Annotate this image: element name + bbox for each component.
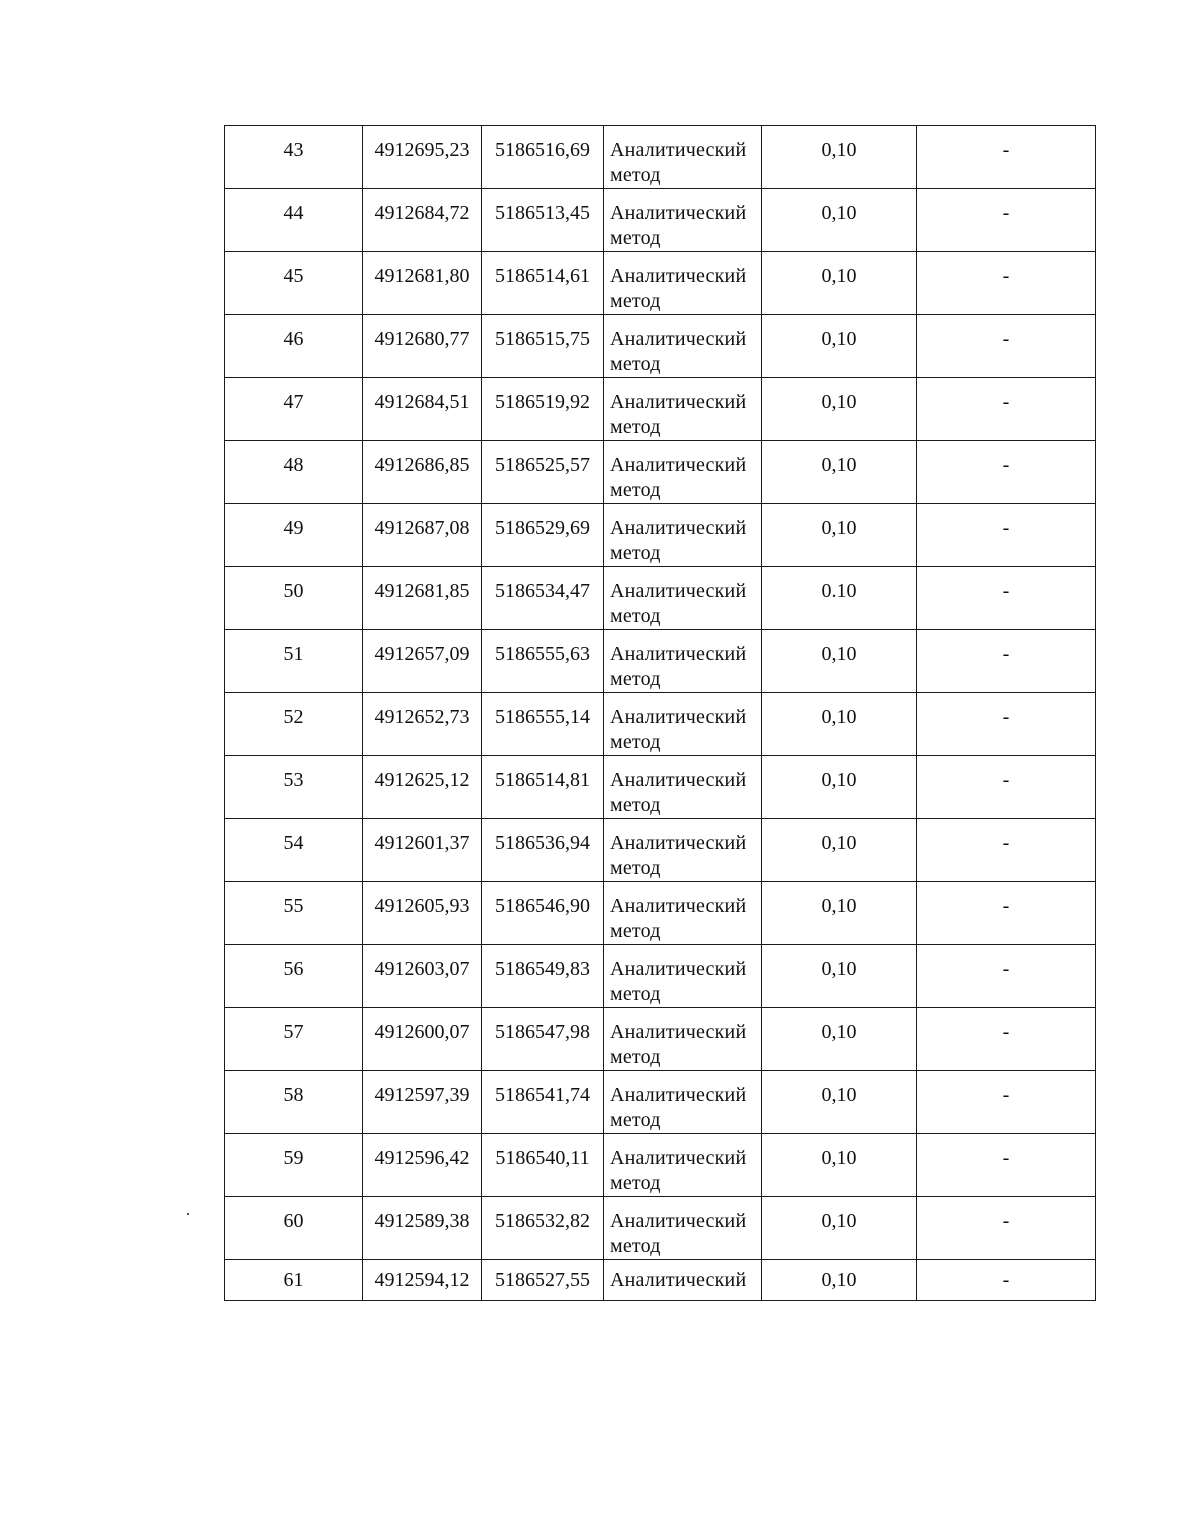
table-row xyxy=(225,630,1096,693)
note-cell xyxy=(917,630,1096,693)
y-coordinate-cell xyxy=(482,756,604,819)
y-coordinate-cell xyxy=(482,567,604,630)
note-text: - xyxy=(1002,1021,1010,1043)
point-number-text: 49 xyxy=(283,517,304,539)
method-text-line: метод xyxy=(610,1046,661,1068)
point-number-cell xyxy=(225,630,363,693)
x-coordinate-cell xyxy=(363,1197,482,1260)
accuracy-text: 0,10 xyxy=(821,769,857,791)
accuracy-cell xyxy=(762,882,917,945)
x-coordinate-cell xyxy=(363,126,482,189)
table-row xyxy=(225,378,1096,441)
point-number-cell xyxy=(225,1197,363,1260)
method-cell xyxy=(604,1071,762,1134)
method-text-line: метод xyxy=(610,1235,661,1257)
method-text-line: Аналитический xyxy=(610,895,747,917)
point-number-text: 47 xyxy=(283,391,304,413)
accuracy-text: 0,10 xyxy=(821,643,857,665)
y-coordinate-text: 5186514,81 xyxy=(495,769,590,791)
y-coordinate-text: 5186536,94 xyxy=(495,832,590,854)
point-number-text: 45 xyxy=(283,265,304,287)
note-text: - xyxy=(1002,265,1010,287)
table-row xyxy=(225,1071,1096,1134)
x-coordinate-text: 4912695,23 xyxy=(374,139,470,161)
note-cell xyxy=(917,378,1096,441)
accuracy-cell xyxy=(762,945,917,1008)
x-coordinate-cell xyxy=(363,819,482,882)
method-cell xyxy=(604,945,762,1008)
method-text-line: метод xyxy=(610,479,661,501)
point-number-cell xyxy=(225,1134,363,1197)
note-cell xyxy=(917,1134,1096,1197)
table-row xyxy=(225,693,1096,756)
method-cell xyxy=(604,315,762,378)
point-number-cell xyxy=(225,756,363,819)
table-row xyxy=(225,1008,1096,1071)
accuracy-cell xyxy=(762,1197,917,1260)
x-coordinate-text: 4912687,08 xyxy=(374,517,470,539)
y-coordinate-cell xyxy=(482,1008,604,1071)
y-coordinate-text: 5186514,61 xyxy=(495,265,590,287)
accuracy-cell xyxy=(762,567,917,630)
table-row xyxy=(225,126,1096,189)
point-number-text: 58 xyxy=(283,1084,304,1106)
method-cell xyxy=(604,693,762,756)
x-coordinate-cell xyxy=(363,882,482,945)
note-text: - xyxy=(1002,202,1010,224)
method-text-line: метод xyxy=(610,1109,661,1131)
method-text-line: Аналитический xyxy=(610,391,747,413)
table-row xyxy=(225,1134,1096,1197)
y-coordinate-cell xyxy=(482,819,604,882)
point-number-text: 52 xyxy=(283,706,304,728)
note-text: - xyxy=(1002,895,1010,917)
accuracy-cell xyxy=(762,819,917,882)
method-text-line: Аналитический xyxy=(610,265,747,287)
method-text-line: Аналитический xyxy=(610,832,747,854)
table-row xyxy=(225,1260,1096,1301)
method-cell xyxy=(604,252,762,315)
accuracy-cell xyxy=(762,1071,917,1134)
x-coordinate-cell xyxy=(363,1260,482,1301)
accuracy-text: 0,10 xyxy=(821,1210,857,1232)
y-coordinate-text: 5186529,69 xyxy=(495,517,590,539)
x-coordinate-cell xyxy=(363,756,482,819)
y-coordinate-text: 5186527,55 xyxy=(495,1269,590,1291)
point-number-cell xyxy=(225,1008,363,1071)
method-text-line: метод xyxy=(610,605,661,627)
note-text: - xyxy=(1002,706,1010,728)
note-cell xyxy=(917,504,1096,567)
accuracy-text: 0,10 xyxy=(821,328,857,350)
note-cell xyxy=(917,567,1096,630)
accuracy-cell xyxy=(762,756,917,819)
table-body xyxy=(225,126,1096,1301)
y-coordinate-text: 5186513,45 xyxy=(495,202,590,224)
method-text-line: Аналитический xyxy=(610,1084,747,1106)
y-coordinate-text: 5186555,14 xyxy=(495,706,590,728)
accuracy-text: 0,10 xyxy=(821,454,857,476)
accuracy-cell xyxy=(762,126,917,189)
method-cell xyxy=(604,126,762,189)
accuracy-text: 0,10 xyxy=(821,391,857,413)
note-text: - xyxy=(1002,1147,1010,1169)
point-number-cell xyxy=(225,378,363,441)
point-number-text: 48 xyxy=(283,454,304,476)
method-text-line: метод xyxy=(610,920,661,942)
y-coordinate-cell xyxy=(482,504,604,567)
table-row xyxy=(225,1197,1096,1260)
point-number-cell xyxy=(225,504,363,567)
method-text-line: Аналитический xyxy=(610,580,747,602)
point-number-text: 50 xyxy=(283,580,304,602)
x-coordinate-text: 4912600,07 xyxy=(374,1021,470,1043)
y-coordinate-text: 5186547,98 xyxy=(495,1021,590,1043)
method-text-line: Аналитический xyxy=(610,454,747,476)
accuracy-text: 0,10 xyxy=(821,1021,857,1043)
method-text-line: метод xyxy=(610,227,661,249)
point-number-text: 46 xyxy=(283,328,304,350)
accuracy-text: 0,10 xyxy=(821,895,857,917)
y-coordinate-cell xyxy=(482,315,604,378)
note-cell xyxy=(917,1260,1096,1301)
x-coordinate-cell xyxy=(363,945,482,1008)
y-coordinate-text: 5186516,69 xyxy=(495,139,590,161)
x-coordinate-text: 4912681,80 xyxy=(374,265,470,287)
note-cell xyxy=(917,819,1096,882)
note-text: - xyxy=(1002,1084,1010,1106)
x-coordinate-cell xyxy=(363,1134,482,1197)
point-number-cell xyxy=(225,945,363,1008)
table-row xyxy=(225,504,1096,567)
x-coordinate-text: 4912601,37 xyxy=(374,832,470,854)
accuracy-cell xyxy=(762,252,917,315)
method-text-line: Аналитический xyxy=(610,706,747,728)
accuracy-text: 0,10 xyxy=(821,1147,857,1169)
table-row xyxy=(225,252,1096,315)
x-coordinate-text: 4912686,85 xyxy=(374,454,470,476)
accuracy-text: 0,10 xyxy=(821,958,857,980)
table-row xyxy=(225,189,1096,252)
method-cell xyxy=(604,1008,762,1071)
note-cell xyxy=(917,126,1096,189)
method-text-line: Аналитический xyxy=(610,517,747,539)
note-text: - xyxy=(1002,769,1010,791)
accuracy-text: 0,10 xyxy=(821,265,857,287)
note-cell xyxy=(917,693,1096,756)
method-cell xyxy=(604,1260,762,1301)
method-text-line: Аналитический xyxy=(610,328,747,350)
y-coordinate-text: 5186549,83 xyxy=(495,958,590,980)
y-coordinate-cell xyxy=(482,693,604,756)
x-coordinate-cell xyxy=(363,630,482,693)
x-coordinate-text: 4912596,42 xyxy=(374,1147,470,1169)
note-text: - xyxy=(1002,328,1010,350)
scan-speck xyxy=(187,1213,189,1215)
point-number-text: 59 xyxy=(283,1147,304,1169)
y-coordinate-text: 5186546,90 xyxy=(495,895,590,917)
x-coordinate-text: 4912603,07 xyxy=(374,958,470,980)
note-cell xyxy=(917,252,1096,315)
y-coordinate-cell xyxy=(482,630,604,693)
y-coordinate-cell xyxy=(482,252,604,315)
method-text-line: метод xyxy=(610,857,661,879)
note-cell xyxy=(917,441,1096,504)
point-number-text: 60 xyxy=(283,1210,304,1232)
note-text: - xyxy=(1002,391,1010,413)
accuracy-cell xyxy=(762,315,917,378)
method-text-line: Аналитический xyxy=(610,202,747,224)
method-text-line: метод xyxy=(610,794,661,816)
note-text: - xyxy=(1002,1269,1010,1291)
note-text: - xyxy=(1002,454,1010,476)
y-coordinate-text: 5186534,47 xyxy=(495,580,590,602)
x-coordinate-text: 4912597,39 xyxy=(374,1084,470,1106)
method-text-line: метод xyxy=(610,668,661,690)
point-number-text: 44 xyxy=(283,202,304,224)
note-text: - xyxy=(1002,139,1010,161)
point-number-cell xyxy=(225,882,363,945)
accuracy-text: 0,10 xyxy=(821,517,857,539)
y-coordinate-text: 5186540,11 xyxy=(495,1147,590,1169)
x-coordinate-text: 4912652,73 xyxy=(374,706,470,728)
method-cell xyxy=(604,756,762,819)
point-number-text: 55 xyxy=(283,895,304,917)
table-row xyxy=(225,756,1096,819)
point-number-cell xyxy=(225,126,363,189)
x-coordinate-cell xyxy=(363,504,482,567)
table-row xyxy=(225,819,1096,882)
accuracy-cell xyxy=(762,189,917,252)
note-text: - xyxy=(1002,832,1010,854)
x-coordinate-cell xyxy=(363,252,482,315)
x-coordinate-text: 4912684,51 xyxy=(374,391,470,413)
method-text-line: метод xyxy=(610,416,661,438)
point-number-text: 53 xyxy=(283,769,304,791)
method-text-line: Аналитический xyxy=(610,1147,747,1169)
accuracy-cell xyxy=(762,630,917,693)
point-number-cell xyxy=(225,1071,363,1134)
accuracy-text: 0,10 xyxy=(821,1269,857,1291)
point-number-text: 54 xyxy=(283,832,304,854)
x-coordinate-text: 4912594,12 xyxy=(374,1269,470,1291)
accuracy-cell xyxy=(762,1134,917,1197)
method-text-line: Аналитический xyxy=(610,1269,747,1291)
y-coordinate-text: 5186519,92 xyxy=(495,391,590,413)
y-coordinate-cell xyxy=(482,1197,604,1260)
x-coordinate-text: 4912681,85 xyxy=(374,580,470,602)
table-row xyxy=(225,441,1096,504)
method-cell xyxy=(604,441,762,504)
point-number-cell xyxy=(225,819,363,882)
note-text: - xyxy=(1002,517,1010,539)
accuracy-cell xyxy=(762,504,917,567)
note-cell xyxy=(917,1071,1096,1134)
point-number-text: 61 xyxy=(283,1269,304,1291)
note-cell xyxy=(917,315,1096,378)
method-text-line: Аналитический xyxy=(610,769,747,791)
x-coordinate-cell xyxy=(363,189,482,252)
x-coordinate-cell xyxy=(363,567,482,630)
method-cell xyxy=(604,567,762,630)
accuracy-text: 0,10 xyxy=(821,832,857,854)
note-text: - xyxy=(1002,1210,1010,1232)
method-text-line: метод xyxy=(610,290,661,312)
method-text-line: Аналитический xyxy=(610,958,747,980)
note-text: - xyxy=(1002,580,1010,602)
method-cell xyxy=(604,1134,762,1197)
y-coordinate-text: 5186555,63 xyxy=(495,643,590,665)
table-row xyxy=(225,315,1096,378)
method-text-line: Аналитический xyxy=(610,643,747,665)
point-number-cell xyxy=(225,315,363,378)
accuracy-cell xyxy=(762,1260,917,1301)
x-coordinate-cell xyxy=(363,315,482,378)
method-cell xyxy=(604,819,762,882)
y-coordinate-cell xyxy=(482,1260,604,1301)
note-text: - xyxy=(1002,958,1010,980)
point-number-text: 51 xyxy=(283,643,304,665)
note-cell xyxy=(917,189,1096,252)
x-coordinate-text: 4912589,38 xyxy=(374,1210,470,1232)
point-number-cell xyxy=(225,189,363,252)
x-coordinate-text: 4912625,12 xyxy=(374,769,470,791)
y-coordinate-cell xyxy=(482,189,604,252)
method-cell xyxy=(604,378,762,441)
method-text-line: метод xyxy=(610,983,661,1005)
coordinates-table xyxy=(224,125,1096,1301)
note-cell xyxy=(917,1197,1096,1260)
y-coordinate-text: 5186532,82 xyxy=(495,1210,590,1232)
x-coordinate-cell xyxy=(363,693,482,756)
method-cell xyxy=(604,504,762,567)
table-row xyxy=(225,945,1096,1008)
table-row xyxy=(225,882,1096,945)
accuracy-text: 0,10 xyxy=(821,1084,857,1106)
method-text-line: Аналитический xyxy=(610,139,747,161)
method-text-line: метод xyxy=(610,353,661,375)
x-coordinate-text: 4912680,77 xyxy=(374,328,470,350)
x-coordinate-text: 4912684,72 xyxy=(374,202,470,224)
point-number-cell xyxy=(225,441,363,504)
x-coordinate-cell xyxy=(363,441,482,504)
point-number-cell xyxy=(225,252,363,315)
y-coordinate-cell xyxy=(482,945,604,1008)
point-number-text: 56 xyxy=(283,958,304,980)
point-number-cell xyxy=(225,1260,363,1301)
method-text-line: Аналитический xyxy=(610,1210,747,1232)
note-cell xyxy=(917,1008,1096,1071)
x-coordinate-cell xyxy=(363,1071,482,1134)
method-cell xyxy=(604,1197,762,1260)
point-number-cell xyxy=(225,693,363,756)
x-coordinate-text: 4912605,93 xyxy=(374,895,470,917)
point-number-text: 57 xyxy=(283,1021,304,1043)
accuracy-text: 0.10 xyxy=(821,580,857,602)
y-coordinate-cell xyxy=(482,1134,604,1197)
note-cell xyxy=(917,882,1096,945)
method-cell xyxy=(604,882,762,945)
note-cell xyxy=(917,945,1096,1008)
y-coordinate-cell xyxy=(482,1071,604,1134)
note-text: - xyxy=(1002,643,1010,665)
y-coordinate-text: 5186525,57 xyxy=(495,454,590,476)
method-text-line: метод xyxy=(610,731,661,753)
table-row xyxy=(225,567,1096,630)
y-coordinate-cell xyxy=(482,126,604,189)
y-coordinate-cell xyxy=(482,378,604,441)
method-text-line: Аналитический xyxy=(610,1021,747,1043)
method-cell xyxy=(604,189,762,252)
method-text-line: метод xyxy=(610,164,661,186)
method-cell xyxy=(604,630,762,693)
y-coordinate-cell xyxy=(482,882,604,945)
accuracy-cell xyxy=(762,1008,917,1071)
y-coordinate-text: 5186541,74 xyxy=(495,1084,590,1106)
accuracy-text: 0,10 xyxy=(821,706,857,728)
y-coordinate-text: 5186515,75 xyxy=(495,328,590,350)
accuracy-text: 0,10 xyxy=(821,139,857,161)
accuracy-cell xyxy=(762,441,917,504)
accuracy-text: 0,10 xyxy=(821,202,857,224)
point-number-cell xyxy=(225,567,363,630)
note-cell xyxy=(917,756,1096,819)
accuracy-cell xyxy=(762,693,917,756)
accuracy-cell xyxy=(762,378,917,441)
point-number-text: 43 xyxy=(283,139,304,161)
y-coordinate-cell xyxy=(482,441,604,504)
x-coordinate-cell xyxy=(363,1008,482,1071)
x-coordinate-cell xyxy=(363,378,482,441)
x-coordinate-text: 4912657,09 xyxy=(374,643,470,665)
method-text-line: метод xyxy=(610,1172,661,1194)
method-text-line: метод xyxy=(610,542,661,564)
